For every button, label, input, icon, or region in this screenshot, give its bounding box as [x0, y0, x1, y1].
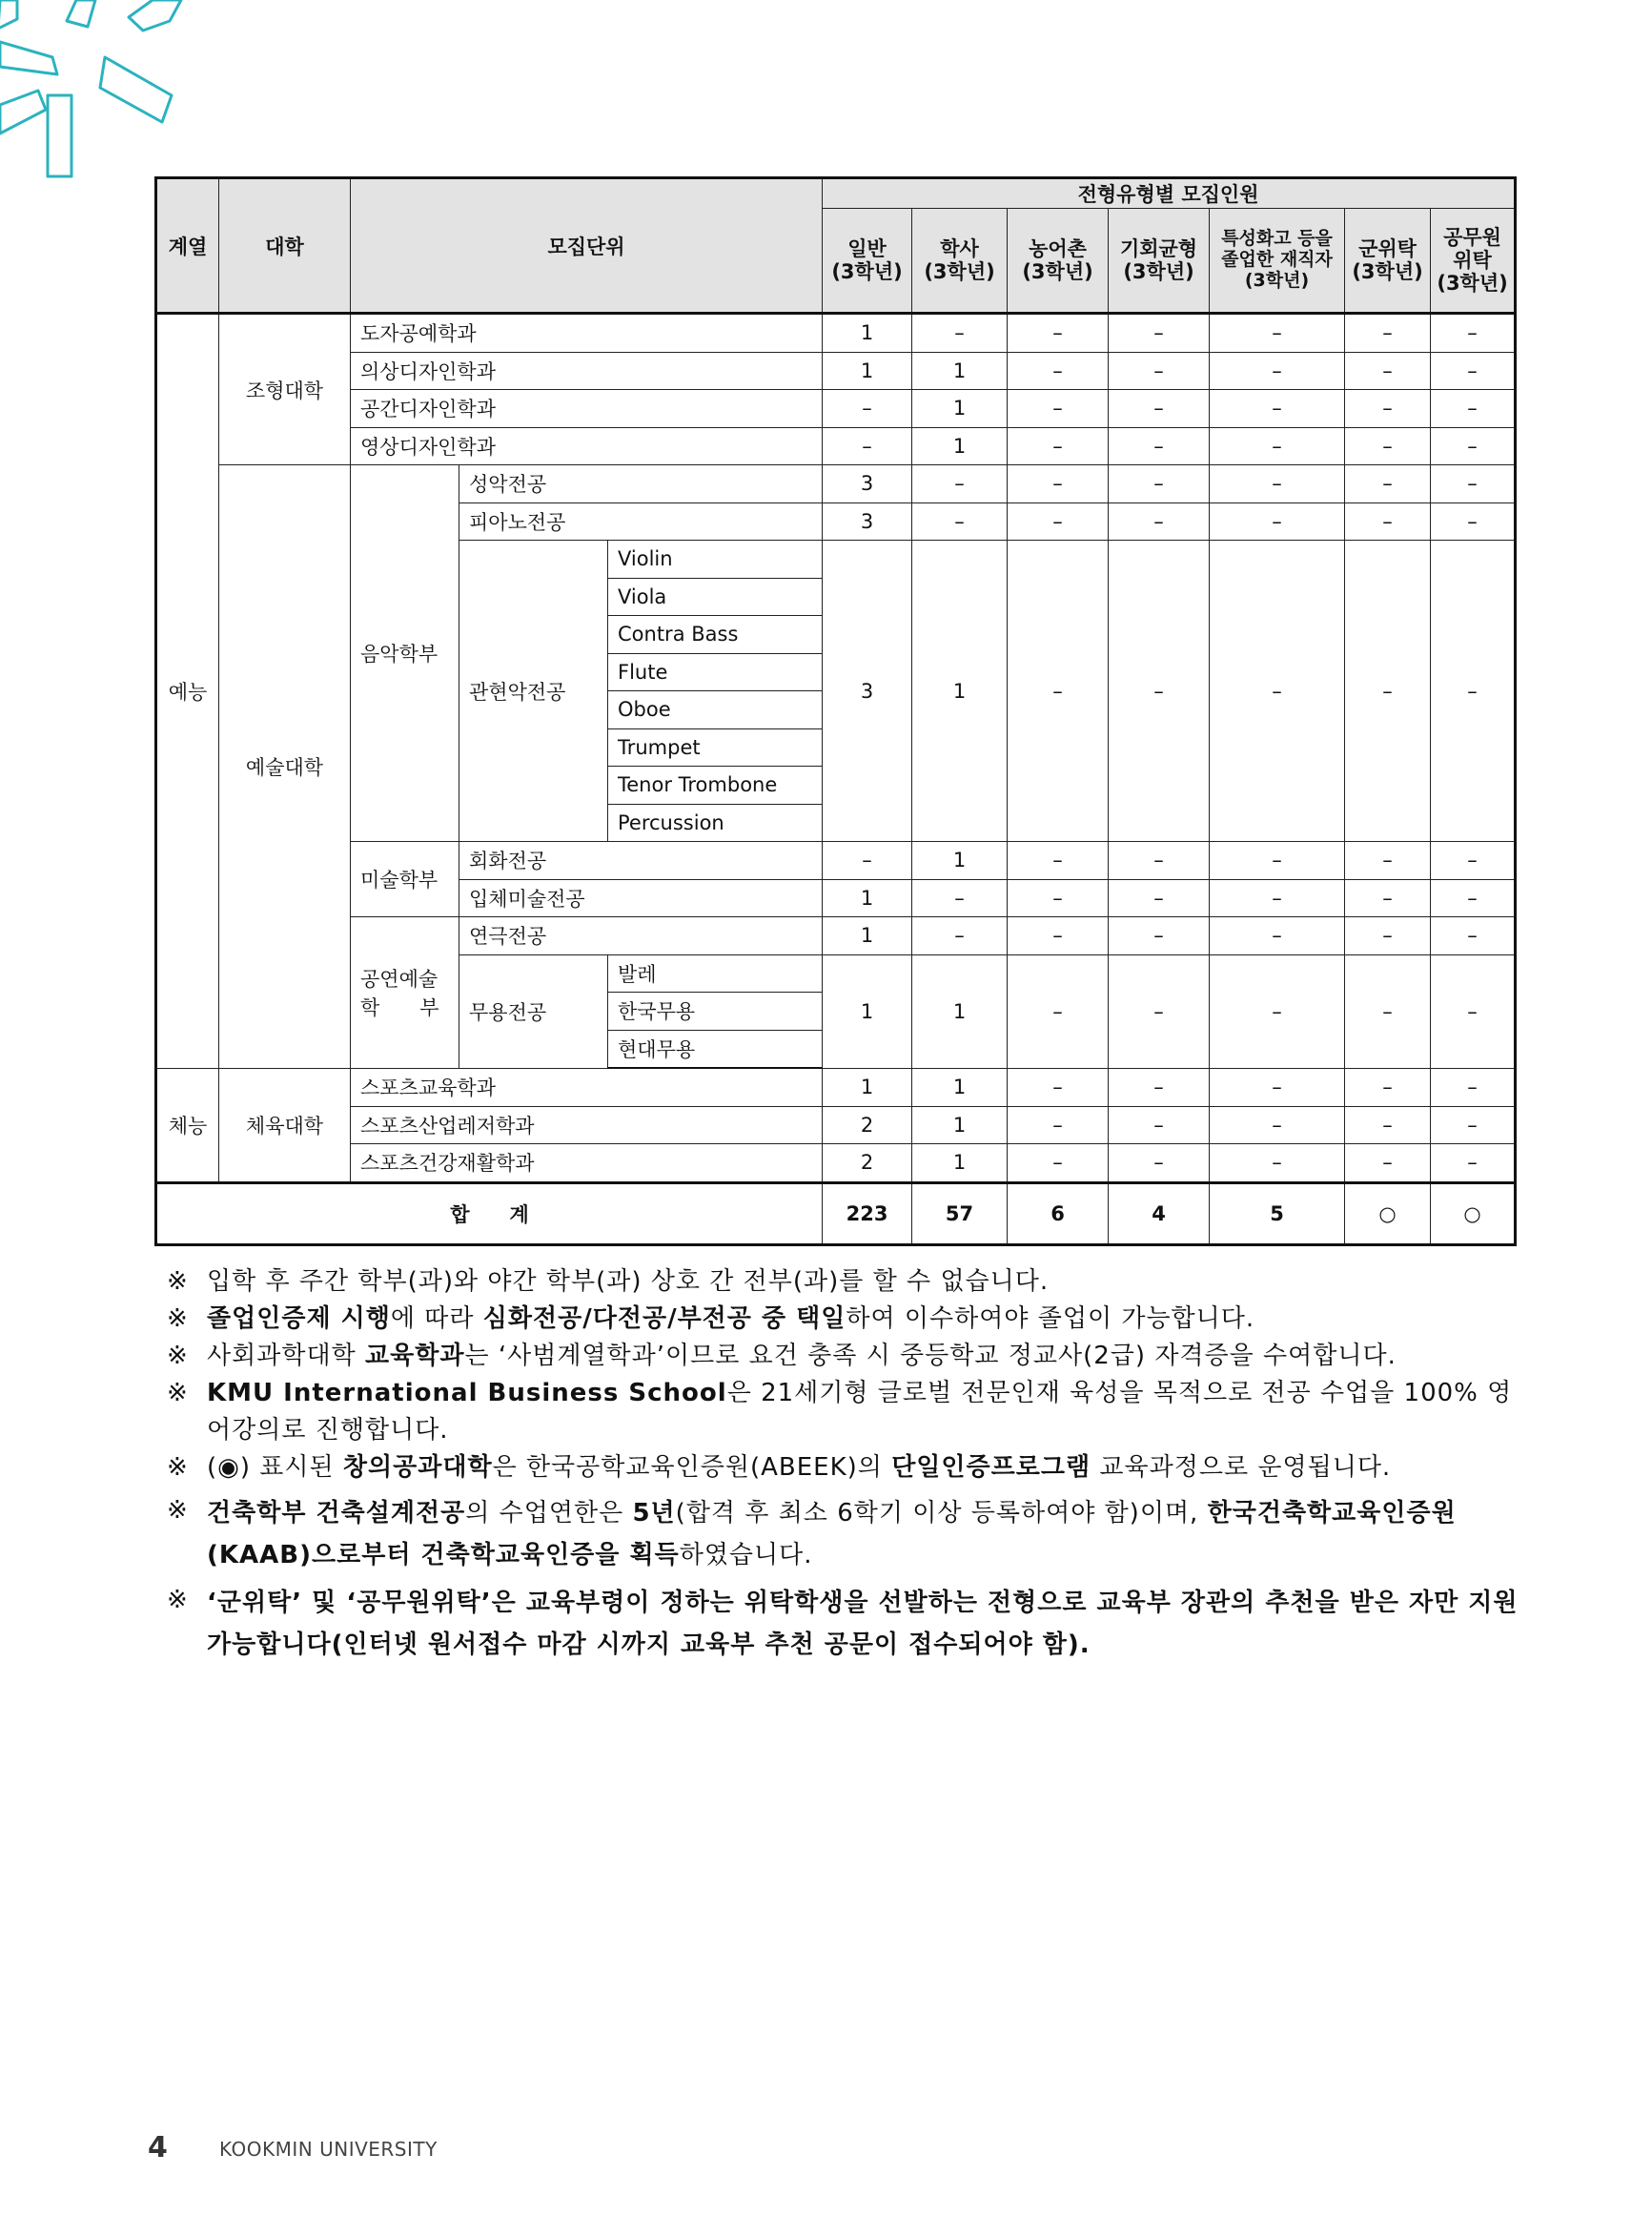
college-cheyuk: 체육대학 [219, 1068, 351, 1182]
table-row: 미술학부 회화전공 – 1 – – – – – [156, 842, 1516, 880]
note-item: ※ ‘군위탁’ 및 ‘공무원위탁’은 교육부령이 정하는 위탁학생을 선발하는 전형으로 교육부 장관의 추천을 받은 자만 지원 가능합니다(인터넷 원서접수 마감 시까지 교육부 추천 공문이 접수되어야 함). [167, 1586, 1519, 1659]
note-item: ※ (◉) 표시된 창의공과대학은 한국공학교육인증원(ABEEK)의 단일인증프로그램 교육과정으로 운영됩니다. [167, 1453, 1392, 1482]
header-college: 대학 [219, 178, 351, 314]
table-row: 공간디자인학과 – 1 – – – – – [156, 390, 1516, 428]
admission-quota-table [154, 176, 1517, 1246]
header-gyeyeol: 계열 [156, 178, 219, 314]
unit-name: 공간디자인학과 [351, 390, 823, 428]
table-row: 무용전공 발레 1 1 – – – – – [156, 954, 1516, 993]
table-row: 영상디자인학과 – 1 – – – – – [156, 427, 1516, 465]
unit-name: 도자공예학과 [351, 314, 823, 353]
college-johyung: 조형대학 [219, 314, 351, 465]
table-row: 체능 체육대학 스포츠교육학과 1 1 – – – – – [156, 1068, 1516, 1106]
table-row: 피아노전공 3 – – – – – – [156, 502, 1516, 541]
table-row: 스포츠산업레저학과 2 1 – – – – – [156, 1106, 1516, 1144]
header-unit: 모집단위 [351, 178, 823, 314]
unit-name: 회화전공 [459, 842, 823, 880]
table-row: 예능 조형대학 도자공예학과 1 – – – – – – [156, 314, 1516, 353]
total-row: 합 계 223 57 6 4 5 ○ ○ [156, 1182, 1516, 1244]
table-row: 공연예술 학 부 연극전공 1 – – – – – – [156, 917, 1516, 955]
header-type-rural: 농어촌 (3학년) [1008, 209, 1109, 314]
instrument-name: Contra Bass [608, 616, 823, 654]
unit-name: 의상디자인학과 [351, 352, 823, 390]
table-row: 의상디자인학과 1 1 – – – – – [156, 352, 1516, 390]
instrument-name: Percussion [608, 804, 823, 842]
instrument-name: Flute [608, 653, 823, 691]
instrument-name: Tenor Trombone [608, 767, 823, 805]
note-item: ※ 건축학부 건축설계전공의 수업연한은 5년(합격 후 최소 6학기 이상 등록하여야 함)이며, 한국건축학교육인증원(KAAB)으로부터 건축학교육인증을 획득하였습니다. [167, 1496, 1457, 1569]
note-item: ※ 입학 후 주간 학부(과)와 야간 학부(과) 상호 간 전부(과)를 할 수 없습니다. [167, 1267, 1050, 1296]
table-row: 관현악전공 Violin 3 1 – – – – – [156, 541, 1516, 579]
instrument-name: Trumpet [608, 728, 823, 767]
total-label: 합 계 [156, 1182, 823, 1244]
header-type-vocational: 특성화고 등을 졸업한 재직자 (3학년) [1210, 209, 1345, 314]
note-item: ※ KMU International Business School은 21세기형 글로벌 전문인재 육성을 목적으로 전공 수업을 100% 영어강의로 진행합니다. [167, 1379, 1513, 1445]
header-type-group: 전형유형별 모집인원 [823, 178, 1516, 209]
notes-section [167, 1263, 1520, 1666]
header-type-military: 군위탁 (3학년) [1345, 209, 1431, 314]
dance-name: 발레 [608, 954, 823, 993]
dance-name: 현대무용 [608, 1030, 823, 1068]
header-type-civil: 공무원 위탁 (3학년) [1431, 209, 1516, 314]
dept-eumak: 음악학부 [351, 465, 459, 842]
unit-name: 영상디자인학과 [351, 427, 823, 465]
instrument-name: Violin [608, 541, 823, 579]
footer-university: KOOKMIN UNIVERSITY [219, 2138, 438, 2161]
unit-name: 스포츠교육학과 [351, 1068, 823, 1106]
table-row: 예술대학 음악학부 성악전공 3 – – – – – – [156, 465, 1516, 503]
header-type-opportunity: 기회균형 (3학년) [1109, 209, 1210, 314]
unit-name: 스포츠건강재활학과 [351, 1144, 823, 1183]
category-yeneung: 예능 [156, 314, 219, 1069]
dept-misul: 미술학부 [351, 842, 459, 917]
table-row: 입체미술전공 1 – – – – – – [156, 879, 1516, 917]
note-item: ※ 졸업인증제 시행에 따라 심화전공/다전공/부전공 중 택일하여 이수하여야 졸업이 가능합니다. [167, 1304, 1255, 1333]
header-type-bachelor: 학사 (3학년) [912, 209, 1008, 314]
table-row: 스포츠건강재활학과 2 1 – – – – – [156, 1144, 1516, 1183]
dept-gongyeon: 공연예술 학 부 [351, 917, 459, 1069]
instrument-name: Viola [608, 578, 823, 616]
page-number: 4 [148, 2131, 168, 2164]
major-muyong: 무용전공 [459, 954, 608, 1068]
asterisk-decoration-icon [0, 0, 191, 181]
unit-name: 성악전공 [459, 465, 823, 503]
note-item: ※ 사회과학대학 교육학과는 ‘사범계열학과’이므로 요건 충족 시 중등학교 정교사(2급) 자격증을 수여합니다. [167, 1342, 1397, 1370]
header-type-general: 일반 (3학년) [823, 209, 912, 314]
unit-name: 연극전공 [459, 917, 823, 955]
category-cheneung: 체능 [156, 1068, 219, 1182]
unit-name: 피아노전공 [459, 502, 823, 541]
dance-name: 한국무용 [608, 993, 823, 1031]
unit-name: 스포츠산업레저학과 [351, 1106, 823, 1144]
college-yesul: 예술대학 [219, 465, 351, 1069]
major-gwanhyeon: 관현악전공 [459, 541, 608, 842]
unit-name: 입체미술전공 [459, 879, 823, 917]
instrument-name: Oboe [608, 691, 823, 729]
